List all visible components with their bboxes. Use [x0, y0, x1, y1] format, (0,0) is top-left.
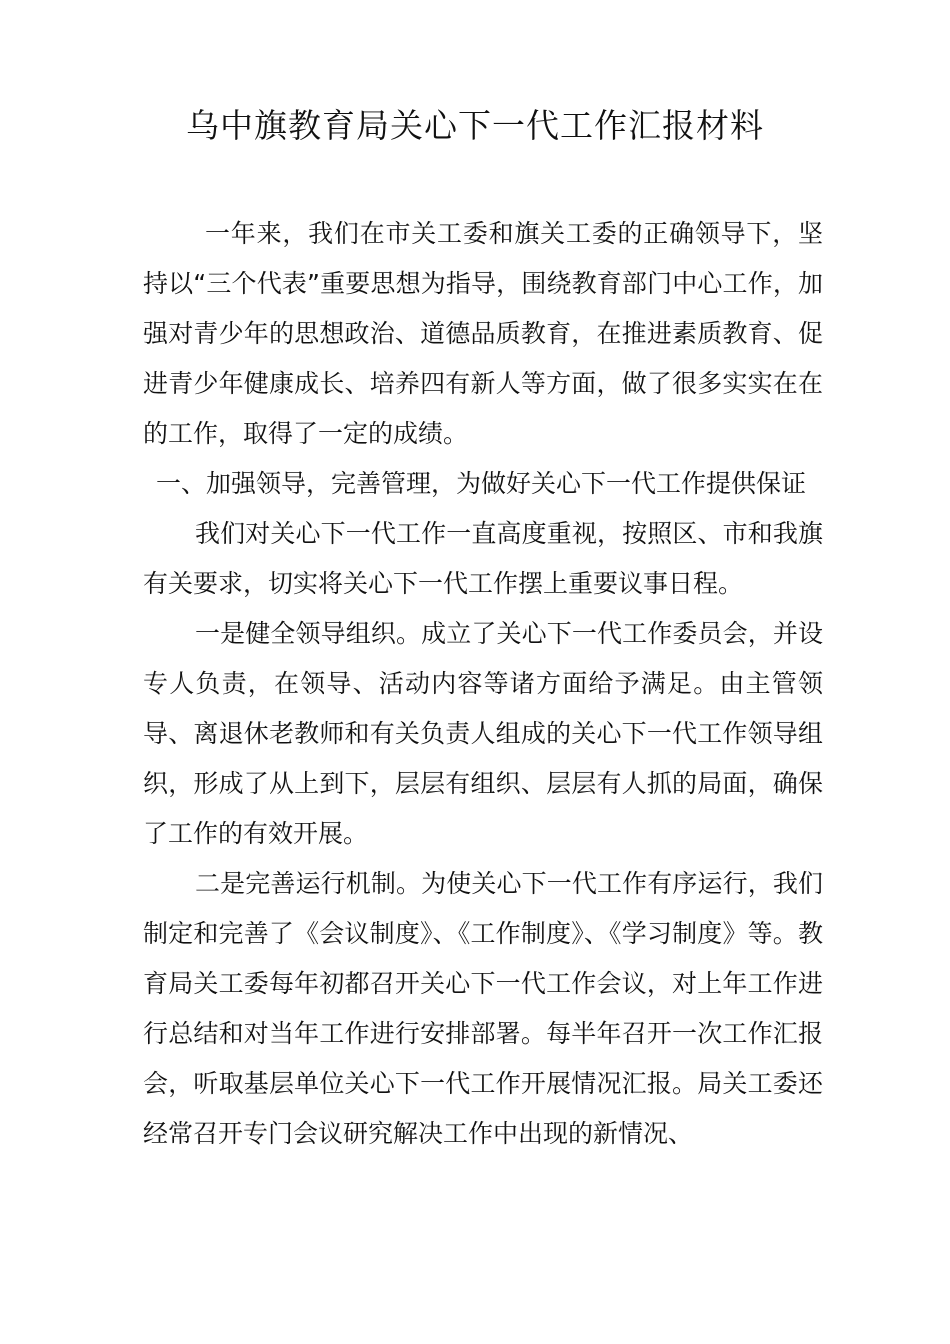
intro-paragraph: 一年来，我们在市关工委和旗关工委的正确领导下，坚持以“三个代表”重要思想为指导，围绕教育部门中心工作，加强对青少年的思想政治、道德品质教育，在推进素质教育、促进青少年健康成长、培养四有新人等方面，做了很多实实在在的工作，取得了一定的成绩。: [143, 219, 823, 448]
section-heading-1: 一、加强领导，完善管理，为做好关心下一代工作提供保证: [156, 469, 807, 498]
leadership-organization-paragraph: 一是健全领导组织。成立了关心下一代工作委员会，并设专人负责，在领导、活动内容等诸方面给予满足。由主管领导、离退休老教师和有关负责人组成的关心下一代工作领导组织，形成了从上到下，层层有组织、层层有人抓的局面，确保了工作的有效开展。: [143, 619, 823, 848]
section-1-paragraph: 我们对关心下一代工作一直高度重视，按照区、市和我旗有关要求，切实将关心下一代工作摆上重要议事日程。: [143, 519, 823, 598]
document-body: [143, 209, 823, 1159]
operating-mechanism-paragraph: 二是完善运行机制。为使关心下一代工作有序运行，我们制定和完善了《会议制度》、《工作制度》、《学习制度》等。教育局关工委每年初都召开关心下一代工作会议，对上年工作进行总结和对当年工作进行安排部署。每半年召开一次工作汇报会，听取基层单位关心下一代工作开展情况汇报。局关工委还经常召开专门会议研究解决工作中出现的新情况、: [143, 869, 823, 1148]
document-title: 乌中旗教育局关心下一代工作汇报材料: [186, 106, 764, 145]
